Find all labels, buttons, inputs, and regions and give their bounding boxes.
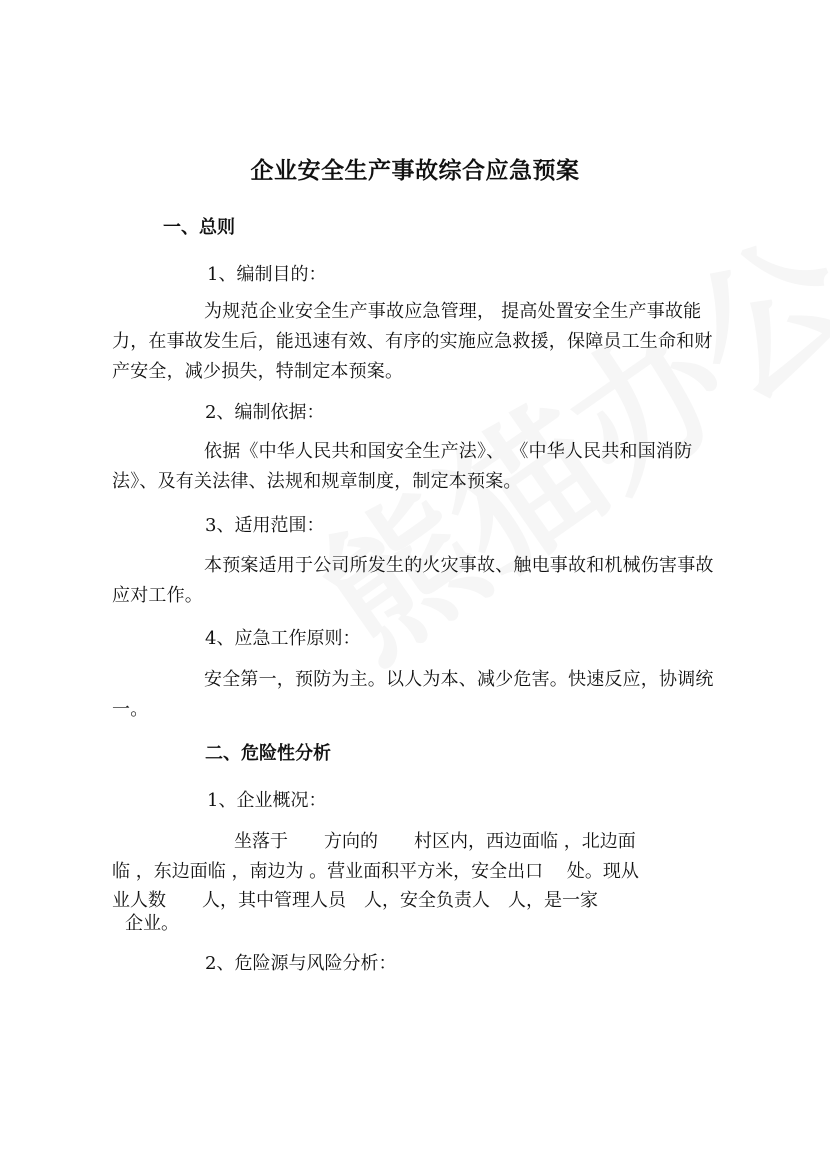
overview-line: 企业。 [125,913,179,934]
subheading-overview: 1、企业概况： [207,790,327,811]
overview-line: 临 ，东边面临 ，南边为 。营业面积平方米，安全出口 处。现从 [112,861,639,882]
overview-line: 坐落于 方向的 村区内，西边面临 ，北边面 [234,831,636,852]
section-heading-general: 一、总则 [163,217,235,238]
paragraph-basis: 依据《中华人民共和国安全生产法》、 《中华人民共和国消防法》、及有关法律、法规和规章制度，制定本预案。 [112,441,693,492]
section-heading-risk: 二、危险性分析 [205,743,331,764]
subheading-purpose: 1、编制目的： [207,264,327,285]
subheading-principles: 4、应急工作原则： [205,628,361,649]
paragraph-scope: 本预案适用于公司所发生的火灾事故、触电事故和机械伤害事故应对工作。 [112,555,714,606]
subheading-hazard-analysis: 2、危险源与风险分析： [205,953,397,974]
page-title: 企业安全生产事故综合应急预案 [250,158,580,184]
paragraph-principles: 安全第一，预防为主。以人为本、减少危害。快速反应，协调统一。 [112,669,714,720]
subheading-basis: 2、编制依据： [205,402,325,423]
paragraph-purpose: 为规范企业安全生产事故应急管理， 提高处置安全生产事故能力，在事故发生后，能迅速有效、有序的实施应急救援，保障员工生命和财产安全，减少损失，特制定本预案。 [112,301,713,382]
subheading-scope: 3、适用范围： [205,515,325,536]
overview-line: 业人数 人，其中管理人员 人，安全负责人 人，是一家 [112,890,598,911]
